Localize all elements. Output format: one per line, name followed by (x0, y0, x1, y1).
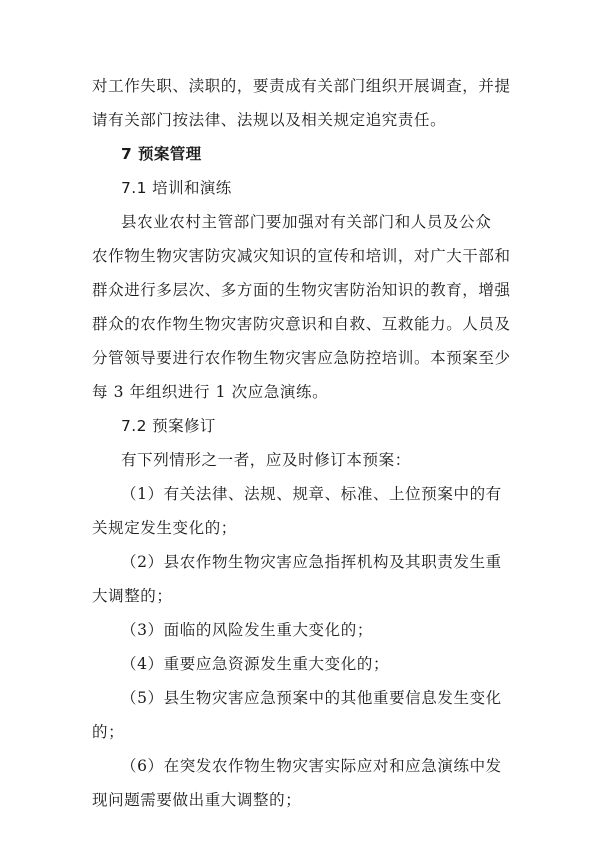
paragraph-line: 农作物生物灾害防灾减灾知识的宣传和培训，对广大干部和 (92, 247, 511, 265)
list-item-line: （5）县生物灾害应急预案中的其他重要信息发生变化 (121, 689, 502, 707)
list-item-line: （1）有关法律、法规、规章、标准、上位预案中的有 (121, 485, 502, 503)
list-item-line: （2）县农作物生物灾害应急指挥机构及其职责发生重 (121, 553, 502, 571)
section-heading: 7 预案管理 (121, 145, 202, 163)
paragraph-line: 有下列情形之一者，应及时修订本预案： (121, 451, 411, 469)
list-item-line: 的； (92, 723, 125, 741)
list-item-line: （6）在突发农作物生物灾害实际应对和应急演练中发 (121, 757, 502, 775)
paragraph-line: 县农业农村主管部门要加强对有关部门和人员及公众 (121, 213, 492, 231)
subsection-heading: 7.2 预案修订 (121, 417, 216, 435)
subsection-heading: 7.1 培训和演练 (121, 179, 232, 197)
paragraph-line: 请有关部门按法律、法规以及相关规定追究责任。 (92, 111, 447, 129)
list-item-line: （4）重要应急资源发生重大变化的； (121, 655, 390, 673)
paragraph-line: 每 3 年组织进行 1 次应急演练。 (92, 383, 329, 401)
list-item-line: 现问题需要做出重大调整的； (92, 791, 302, 809)
paragraph-line: 群众进行多层次、多方面的生物灾害防治知识的教育，增强 (92, 281, 511, 299)
list-item-line: 关规定发生变化的； (92, 519, 237, 537)
paragraph-line: 分管领导要进行农作物生物灾害应急防控培训。本预案至少 (92, 349, 511, 367)
paragraph-line: 群众的农作物生物灾害防灾意识和自救、互救能力。人员及 (92, 315, 511, 333)
list-item-line: 大调整的； (92, 587, 173, 605)
paragraph-line: 对工作失职、渎职的，要责成有关部门组织开展调查，并提 (92, 77, 511, 95)
list-item-line: （3）面临的风险发生重大变化的； (121, 621, 373, 639)
